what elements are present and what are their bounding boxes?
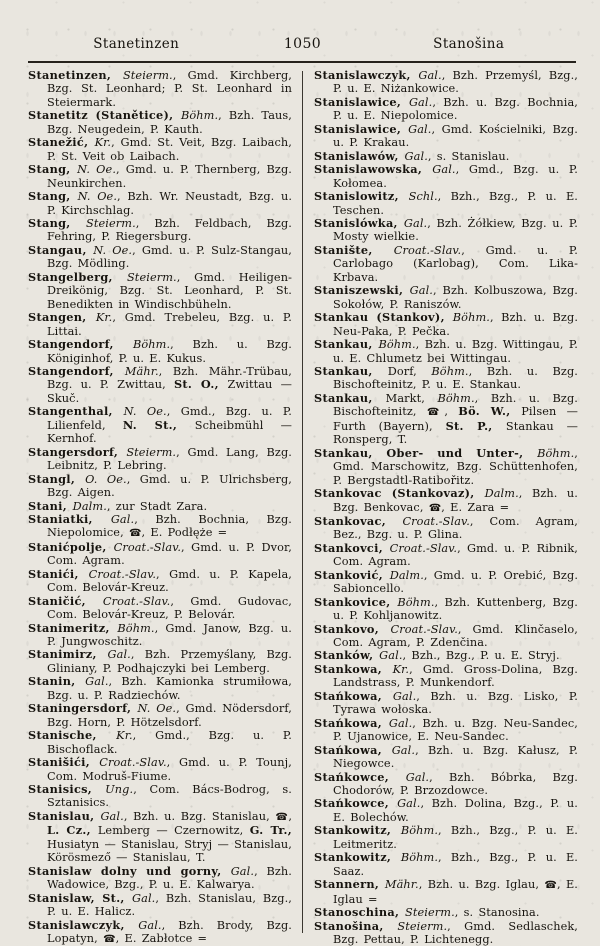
entry-text: , Gmd. Lang, Bzg. Leibnitz, P. Lebring. xyxy=(47,445,292,473)
bold-text: Bö. W., xyxy=(458,404,522,419)
text-columns xyxy=(28,68,579,946)
entry-text: , Gmd. Janow, Bzg. u. P. Jungwoschitz. xyxy=(47,621,292,649)
gazetteer-entry xyxy=(314,824,578,851)
gazetteer-entry xyxy=(314,717,578,744)
crownland-abbr: Dalm. xyxy=(389,568,424,582)
entry-text: , Bzh. u. Bzg. Neu-Sandec, P. Ujanowice, E. Neu-Sandec. xyxy=(333,716,578,744)
crownland-abbr: Gal. xyxy=(432,163,456,177)
crownland-abbr: Böhm. xyxy=(378,338,416,352)
bold-text: Staniszewski, xyxy=(314,283,410,298)
bold-text: Stankowa, xyxy=(314,661,393,676)
bold-text: N. St., xyxy=(122,417,195,432)
gazetteer-entry xyxy=(314,392,578,447)
entry-text: , Bzh. Bóbrka, Bzg. Chodorów, P. Brzozdowce. xyxy=(333,770,578,798)
telegraph-icon: ☎ xyxy=(103,934,116,945)
crownland-abbr: Steierm. xyxy=(126,270,177,284)
crownland-abbr: Böhm. xyxy=(397,595,435,609)
crownland-abbr: Ung. xyxy=(105,783,134,797)
entry-text: , Bzh. Feldbach, Bzg. Fehring, P. Riegersburg. xyxy=(47,216,292,244)
gazetteer-entry xyxy=(314,542,578,569)
bold-text: Stannern, xyxy=(314,877,385,892)
entry-text: , Bzh. u. Bzg. Kałusz, P. Niegowce. xyxy=(333,743,579,771)
gazetteer-entry xyxy=(314,163,578,190)
entry-text: , Bzh. u. Bzg. Iglau, xyxy=(418,878,545,892)
crownland-abbr: N. Oe. xyxy=(77,163,117,177)
crownland-abbr: N. Oe. xyxy=(137,702,177,716)
bold-text: Stanislawice, xyxy=(314,94,409,109)
bold-text: Stańkowce, xyxy=(314,796,398,811)
gazetteer-entry xyxy=(314,284,578,311)
bold-text: Stanislaw dolny und gorny, xyxy=(28,863,231,878)
entry-text: , Gmd. Gross-Dolina, Bzg. Landstrass, P. Munkendorf. xyxy=(333,662,578,690)
gazetteer-entry xyxy=(28,783,292,810)
page-number: 1050 xyxy=(283,36,322,52)
telegraph-icon: ☎ xyxy=(426,407,445,419)
entry-text: , Bzh. u. Bzg. Neu-Paka, P. Pečka. xyxy=(333,311,579,338)
entry-text: , Bzh. u. Bzg. Stanislau, xyxy=(123,809,276,823)
bold-text: Stanisics, xyxy=(28,782,106,797)
header-rule xyxy=(28,61,576,63)
crownland-abbr: Steierm. xyxy=(397,919,448,933)
crownland-abbr: Böhm. xyxy=(452,311,490,325)
entry-text: , Bzh. Żółkiew, Bzg. u. P. Mosty wielkie. xyxy=(333,216,578,244)
bold-text: Stankowitz, xyxy=(314,823,401,838)
crownland-abbr: Dalm. xyxy=(72,499,107,513)
gazetteer-entry xyxy=(28,729,292,756)
gazetteer-entry xyxy=(28,622,292,649)
entry-text: , Bzh., Bzg., P. u. E. Stryj. xyxy=(402,649,560,663)
entry-text: , Bzh. Taus, Bzg. Neugedein, P. Kauth. xyxy=(47,109,292,136)
gazetteer-entry xyxy=(314,906,578,919)
crownland-abbr: Gal. xyxy=(107,648,131,662)
entry-text: Husiatyn — Stanislau, Stryj — Stanislau, Körösmező — Stanislau, T. xyxy=(47,837,292,865)
crownland-abbr: Steierm. xyxy=(86,216,136,230)
gazetteer-entry xyxy=(314,123,578,150)
gazetteer-entry xyxy=(28,163,292,190)
gazetteer-entry xyxy=(314,851,578,878)
gazetteer-entry xyxy=(28,919,292,946)
bold-text: St. P., xyxy=(445,418,506,433)
gazetteer-entry xyxy=(28,865,292,892)
entry-text: , Bzh. Wadowice, Bzg., P. u. E. Kalwarya. xyxy=(47,864,292,892)
entry-text: , Bzh. u. Bzg. Wittingau, P. u. E. Chlumetz bei Wittingau. xyxy=(333,338,578,365)
bold-text: L. Cz., xyxy=(47,823,98,838)
crownland-abbr: Croat.-Slav. xyxy=(113,540,182,554)
gazetteer-entry xyxy=(28,675,292,702)
bold-text: Stangendorf, xyxy=(28,337,133,352)
bold-text: Stangl, xyxy=(28,471,86,486)
entry-text: , Bzh., Bzg., P. u. E. Saaz. xyxy=(333,851,579,878)
bold-text: Staniatki, xyxy=(28,511,111,526)
bold-text: Staničić, xyxy=(28,593,103,608)
entry-text: , Gmd. St. Veit, Bzg. Laibach, P. St. Veit ob Laibach. xyxy=(47,136,292,163)
entry-text: , Bzh. u. Bzg. Königinhof, P. u. E. Kukus. xyxy=(47,338,292,365)
crownland-abbr: Gal. xyxy=(388,716,413,730)
gazetteer-entry xyxy=(314,663,578,690)
bold-text: Stanimirz, xyxy=(28,647,108,662)
entry-text: , E. Podłęże = xyxy=(141,526,228,540)
gazetteer-entry xyxy=(28,756,292,783)
bold-text: Stankau, Ober- und Unter-, xyxy=(314,445,538,460)
gazetteer-entry xyxy=(28,513,292,541)
gazetteer-entry xyxy=(28,365,292,405)
bold-text: Stangau, xyxy=(28,242,94,257)
entry-text: , Bzh. Dolina, Bzg., P. u. E. Bolechów. xyxy=(333,797,578,824)
gazetteer-entry xyxy=(314,365,578,392)
telegraph-icon: ☎ xyxy=(544,880,557,892)
gazetteer-entry xyxy=(28,244,292,271)
gazetteer-entry xyxy=(314,150,578,163)
left-column xyxy=(28,69,292,946)
bold-text: Stanković, xyxy=(314,567,390,582)
telegraph-icon: ☎ xyxy=(275,811,289,823)
bold-text: Stankovac, xyxy=(314,513,403,528)
entry-text: , E. Zabłotce = xyxy=(115,932,208,945)
bold-text: Stankovci, xyxy=(314,540,390,555)
bold-text: Stang, xyxy=(28,162,78,177)
entry-text: , E. Iglau = xyxy=(333,878,578,906)
entry-text: Markt, xyxy=(385,391,438,405)
entry-text: , Bzh. Bochnia, Bzg. Niepolomice, xyxy=(47,512,292,540)
crownland-abbr: Gal. xyxy=(409,284,433,298)
entry-text: , Gmd. u. P. Ribnik, Com. Agram. xyxy=(333,541,578,569)
gazetteer-entry xyxy=(314,649,578,662)
entry-text: Pilsen — Furth (Bayern), xyxy=(333,405,578,433)
entry-text: , Bzh. Kuttenberg, Bzg. u. P. Kohljanowitz. xyxy=(333,595,578,623)
entry-text: , Bzh. Przemyśl, Bzg., P. u. E. Niżankowice. xyxy=(333,69,578,96)
crownland-abbr: Gal. xyxy=(379,649,403,663)
gazetteer-entry xyxy=(28,473,292,500)
entry-text: , E. Zara = xyxy=(441,500,510,514)
bold-text: Stankau, xyxy=(314,337,379,352)
entry-text: , Com. Bács-Bodrog, s. Sztanisics. xyxy=(47,783,292,810)
crownland-abbr: Croat.-Slav. xyxy=(393,243,462,257)
crownland-abbr: Gal. xyxy=(100,809,124,823)
crownland-abbr: Gal. xyxy=(138,918,162,932)
gazetteer-entry xyxy=(28,568,292,595)
entry-text: , zur Stadt Zara. xyxy=(106,499,208,513)
crownland-abbr: Gal. xyxy=(418,69,442,82)
gazetteer-entry xyxy=(28,190,292,217)
entry-text: , Gmd. Nödersdorf, Bzg. Horn, P. Hötzelsdorf. xyxy=(47,702,292,729)
gazetteer-entry xyxy=(314,797,578,824)
entry-text: , Bzh. Kolbuszowa, Bzg. Sokołów, P. Raniszów. xyxy=(333,284,579,311)
entry-text: , Bzh. Stanislau, Bzg., P. u. E. Halicz. xyxy=(47,891,292,919)
crownland-abbr: Gal. xyxy=(85,675,109,689)
entry-text: , Bzh., Bzg., P. u. E. Leitmeritz. xyxy=(333,824,579,851)
header-left-keyword: Stanetinzen xyxy=(93,36,180,52)
entry-text: , Bzh. u. Bzg. Bochnia, P. u. E. Niepolomice. xyxy=(333,95,578,123)
crownland-abbr: N. Oe. xyxy=(123,405,167,419)
gazetteer-entry xyxy=(28,446,292,473)
bold-text: Stangelberg, xyxy=(28,269,127,284)
entry-text: , Gmd., Bzg. u. P. Lilienfeld, xyxy=(47,405,292,432)
crownland-abbr: Böhm. xyxy=(437,391,475,405)
bold-text: Stanoschina, xyxy=(314,905,405,920)
gazetteer-entry xyxy=(28,69,292,109)
crownland-abbr: Böhm. xyxy=(117,621,155,635)
entry-text: , Bzh. Wr. Neustadt, Bzg. u. P. Kirchschlag. xyxy=(47,190,293,217)
entry-text: , Bzh. u. Bzg. Lisko, P. Tyrawa wołoska. xyxy=(333,689,579,717)
crownland-abbr: Croat.-Slav. xyxy=(402,514,470,528)
crownland-abbr: Gal. xyxy=(110,512,135,526)
crownland-abbr: Kr. xyxy=(95,311,113,325)
bold-text: Stani, xyxy=(28,498,73,513)
crownland-abbr: Böhm. xyxy=(400,824,439,838)
bold-text: G. Tr., xyxy=(249,823,293,838)
gazetteer-entry xyxy=(28,892,292,919)
bold-text: Stańkowce, xyxy=(314,769,406,784)
bold-text: Stangen, xyxy=(28,310,96,325)
bold-text: Stanin, xyxy=(28,674,86,689)
crownland-abbr: O. Oe. xyxy=(85,472,127,486)
bold-text: Stanków, xyxy=(314,648,380,663)
gazetteer-entry xyxy=(314,515,578,542)
crownland-abbr: Kr. xyxy=(94,136,112,150)
bold-text: Stanići, xyxy=(28,566,89,581)
crownland-abbr: Steierm. xyxy=(405,906,455,920)
gazetteer-entry xyxy=(314,217,578,244)
crownland-abbr: Mähr. xyxy=(384,878,419,892)
entry-text: Dorf, xyxy=(387,364,432,378)
crownland-abbr: Steierm. xyxy=(122,69,173,82)
entry-text: , Bzh. u. Bzg. Bischofteinitz, xyxy=(333,391,578,419)
gazetteer-entry xyxy=(28,405,292,445)
gazetteer-entry xyxy=(28,311,292,338)
entry-text: , Gmd. Gudovac, Com. Belovár-Kreuz, P. Belovár. xyxy=(47,594,292,622)
gazetteer-entry xyxy=(314,623,578,650)
entry-text: , s. Stanislau. xyxy=(427,149,510,163)
crownland-abbr: Böhm. xyxy=(132,338,171,352)
gazetteer-entry xyxy=(314,690,578,717)
gazetteer-entry xyxy=(314,338,578,365)
crownland-abbr: Croat.-Slav. xyxy=(390,622,458,636)
entry-text: Zwittau — Skuč. xyxy=(47,378,293,405)
entry-text: , Gmd. u. P. Orebić, Bzg. Sabioncello. xyxy=(333,568,579,596)
bold-text: Stankovac (Stankovaz), xyxy=(314,486,485,501)
gazetteer-entry xyxy=(28,136,292,163)
gazetteer-entry xyxy=(28,217,292,244)
right-column xyxy=(314,69,578,946)
crownland-abbr: Gal. xyxy=(403,216,428,230)
entry-text: , Com. Agram, Bez., Bzg. u. P. Glina. xyxy=(333,514,578,542)
bold-text: Stankau, xyxy=(314,363,388,378)
bold-text: Stangenthal, xyxy=(28,404,124,419)
entry-text: , Bzh., Bzg., P. u. E. Teschen. xyxy=(333,190,578,217)
bold-text: Stang, xyxy=(28,215,86,230)
entry-text: , Gmd. Kościelniki, Bzg. u. P. Krakau. xyxy=(333,122,579,150)
entry-text: , Bzh. u. Bzg. Bischofteinitz, P. u. E. Stankau. xyxy=(333,364,578,392)
crownland-abbr: Gal. xyxy=(391,743,416,757)
crownland-abbr: Croat.-Slav. xyxy=(102,594,171,608)
bold-text: Stankovice, xyxy=(314,594,398,609)
bold-text: Stang, xyxy=(28,189,78,204)
telegraph-icon: ☎ xyxy=(128,528,142,540)
gazetteer-entry xyxy=(314,487,578,515)
crownland-abbr: Croat.-Slav. xyxy=(389,541,458,555)
gazetteer-entry xyxy=(28,338,292,365)
bold-text: Stańkowa, xyxy=(314,688,393,703)
bold-text: Stańkowa, xyxy=(314,742,392,757)
telegraph-icon: ☎ xyxy=(428,502,442,514)
crownland-abbr: Gal. xyxy=(230,864,255,878)
gazetteer-entry xyxy=(28,702,292,729)
entry-text: , Gmd. Marschowitz, Bzg. Schüttenhofen, P. Bergstadtl-Ratibořitz. xyxy=(333,446,578,487)
bold-text: Stanische, xyxy=(28,728,117,743)
gazetteer-entry xyxy=(28,109,292,136)
gazetteer-entry xyxy=(314,878,578,906)
entry-text: , Bzh. Mähr.-Trübau, Bzg. u. P. Zwittau, xyxy=(47,364,292,392)
column-divider xyxy=(302,71,303,933)
entry-text: Lemberg — Czernowitz, xyxy=(97,824,250,838)
entry-text: , Gmd. Heiligen-Dreikönig, Bzg. St. Leonhard, P. St. Benedikten in Windischbüheln. xyxy=(47,270,292,311)
crownland-abbr: Gal. xyxy=(404,149,428,163)
crownland-abbr: Schl. xyxy=(408,190,438,204)
bold-text: Stanislawczyk, xyxy=(314,68,419,82)
bold-text: Staningersdorf, xyxy=(28,701,138,716)
entry-text: , Gmd. u. P. Thernberg, Bzg. Neunkirchen. xyxy=(47,163,293,190)
entry-text: , Gmd. u. P. Kapela, Com. Belovár-Kreuz. xyxy=(47,567,292,595)
bold-text: Stankau (Stankov), xyxy=(314,310,453,325)
gazetteer-entry xyxy=(28,500,292,513)
header-right-keyword: Stanošina xyxy=(433,36,505,52)
bold-text: Stanište, xyxy=(314,242,394,257)
crownland-abbr: Böhm. xyxy=(400,851,439,865)
entry-text: , Bzh. Brody, Bzg. Lopatyn, xyxy=(47,918,292,945)
gazetteer-entry xyxy=(314,96,578,123)
gazetteer-entry xyxy=(28,648,292,675)
bold-text: St. O., xyxy=(173,377,228,392)
bold-text: Stanislówka, xyxy=(314,215,404,230)
crownland-abbr: Kr. xyxy=(392,662,410,676)
crownland-abbr: Böhm. xyxy=(180,109,219,123)
entry-text: , Gmd. u. P. Carlobago (Karlobag), Com. Lika-Krbava. xyxy=(333,243,578,284)
gazetteer-entry xyxy=(314,596,578,623)
entry-text: , Gmd. u. P. Sulz-Stangau, Bzg. Mödling. xyxy=(47,243,293,271)
entry-text: , Gmd. Kirchberg, Bzg. St. Leonhard; P. St. Leonhard in Steiermark. xyxy=(47,69,292,109)
entry-text: , Gmd. u. P. Tounj, Com. Modruš-Fiume. xyxy=(47,756,292,783)
entry-text: , Gmd. u. P. Ulrichsberg, Bzg. Aigen. xyxy=(47,472,292,500)
crownland-abbr: Gal. xyxy=(392,689,417,703)
crownland-abbr: Böhm. xyxy=(537,446,575,460)
crownland-abbr: Gal. xyxy=(405,770,430,784)
crownland-abbr: Gal. xyxy=(397,797,421,811)
entry-text: , Gmd. Trebeleu, Bzg. u. P. Littai. xyxy=(47,311,292,338)
gazetteer-entry xyxy=(314,447,578,487)
entry-text: , Gmd. Klinčaselo, Com. Agram, P. Zdenčina. xyxy=(333,622,578,650)
bold-text: Stanislawowska, xyxy=(314,162,433,177)
bold-text: Stanošina, xyxy=(314,918,398,933)
bold-text: Stanislawów, xyxy=(314,148,405,163)
bold-text: Stanežić, xyxy=(28,135,95,150)
entry-text: , xyxy=(444,405,459,419)
crownland-abbr: Gal. xyxy=(408,95,433,109)
bold-text: Stanimeritz, xyxy=(28,620,118,635)
entry-text: , Gmd., Bzg. u. P. Bischoflack. xyxy=(47,729,292,756)
gazetteer-entry xyxy=(314,244,578,284)
crownland-abbr: Steierm. xyxy=(126,445,177,459)
gazetteer-entry xyxy=(314,569,578,596)
crownland-abbr: Böhm. xyxy=(431,364,469,378)
entry-text: , Gmd., Bzg. u. P. Kołomea. xyxy=(333,163,578,190)
crownland-abbr: Dalm. xyxy=(484,487,519,501)
crownland-abbr: Kr. xyxy=(116,729,133,743)
gazetteer-entry xyxy=(28,541,292,568)
crownland-abbr: Croat.-Slav. xyxy=(88,567,157,581)
bold-text: Stanetitz (Stanětice), xyxy=(28,108,181,123)
entry-text: , Bzh. u. Bzg. Benkovac, xyxy=(333,487,578,514)
bold-text: Stankovo, xyxy=(314,621,391,636)
gazetteer-entry xyxy=(314,190,578,217)
gazetteer-entry xyxy=(314,744,578,771)
bold-text: Stanislau, xyxy=(28,808,101,823)
entry-text: , Gmd. u. P. Dvor, Com. Agram. xyxy=(47,540,292,568)
entry-text: , Gmd. Sedlaschek, Bzg. Pettau, P. Lichtenegg. xyxy=(333,919,578,946)
page-header xyxy=(30,36,575,52)
crownland-abbr: Croat.-Slav. xyxy=(99,756,167,770)
bold-text: Stangersdorf, xyxy=(28,444,127,459)
crownland-abbr: N. Oe. xyxy=(93,243,133,257)
bold-text: Stankowitz, xyxy=(314,850,401,865)
gazetteer-entry xyxy=(314,771,578,798)
bold-text: Stanišići, xyxy=(28,755,100,770)
bold-text: Stankau, xyxy=(314,390,386,405)
gazetteer-entry xyxy=(314,69,578,96)
entry-text: Scheibmühl — Kernhof. xyxy=(47,418,292,446)
bold-text: Stanićpolje, xyxy=(28,539,114,554)
gazetteer-entry xyxy=(314,311,578,338)
bold-text: Stanislowitz, xyxy=(314,189,409,204)
bold-text: Stanislawice, xyxy=(314,121,409,136)
bold-text: Stangendorf, xyxy=(28,363,125,378)
gazetteer-entry xyxy=(28,595,292,622)
entry-text: Stankau — Ronsperg, T. xyxy=(333,419,578,447)
entry-text: , Bzh. Kamionka strumiłowa, Bzg. u. P. Radziechów. xyxy=(47,675,293,702)
gazetteer-entry xyxy=(28,271,292,311)
crownland-abbr: Gal. xyxy=(408,122,432,136)
crownland-abbr: Mähr. xyxy=(124,364,159,378)
bold-text: Stańkowa, xyxy=(314,715,389,730)
crownland-abbr: Gal. xyxy=(132,891,156,905)
crownland-abbr: N. Oe. xyxy=(77,190,118,204)
entry-text: , xyxy=(288,809,293,823)
gazetteer-entry xyxy=(314,920,578,946)
entry-text: , Bzh. Przemyślany, Bzg. Gliniany, P. Podhajczyki bei Lemberg. xyxy=(47,648,292,675)
bold-text: Stanislaw, St., xyxy=(28,890,132,905)
entry-text: , s. Stanosina. xyxy=(454,906,540,920)
bold-text: Stanislawczyk, xyxy=(28,917,139,932)
bold-text: Stanetinzen, xyxy=(28,68,123,82)
gazetteer-entry xyxy=(28,810,292,865)
